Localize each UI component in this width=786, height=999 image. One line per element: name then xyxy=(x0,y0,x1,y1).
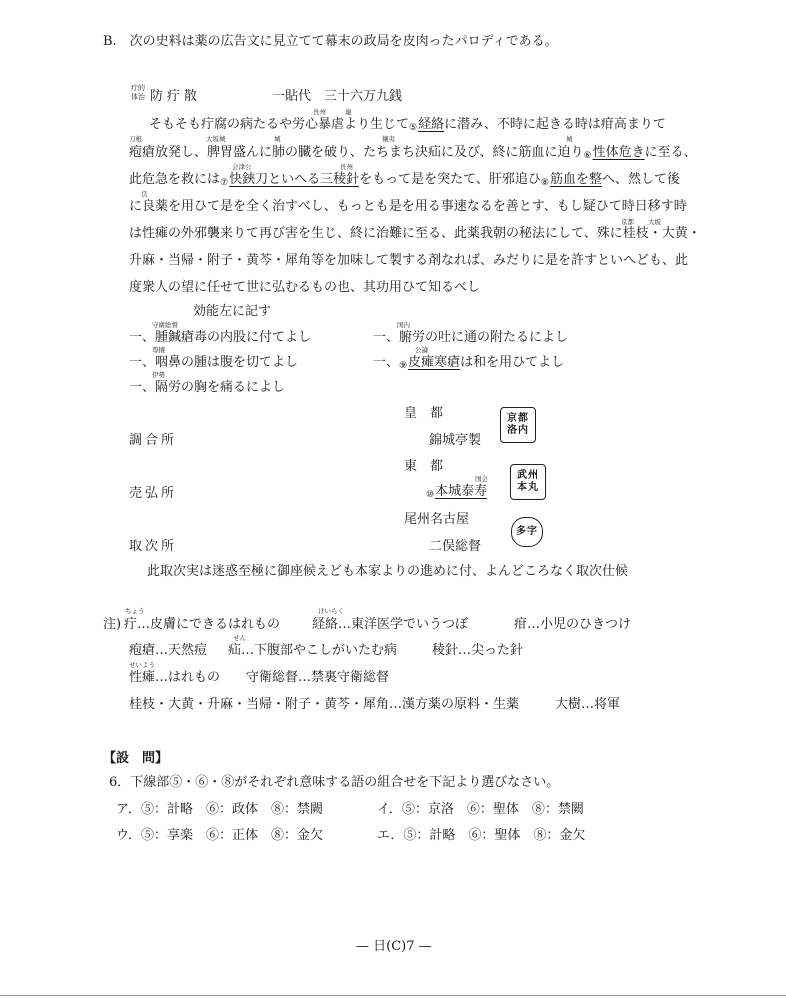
note-item: 疳…小児のひきつけ xyxy=(514,617,632,632)
note-item: 疔…皮膚にできるはれもの xyxy=(124,617,281,632)
ruby: 公論 xyxy=(415,346,428,354)
ruby: 伊勢 xyxy=(152,371,165,379)
note-item: 疱瘡…天然痘 xyxy=(129,643,208,658)
note-item: 守衛総督…禁裏守衛総督 xyxy=(246,670,390,685)
shop-maker-2: ⑩本城泰寿 xyxy=(426,484,488,500)
ruby: 長州 xyxy=(340,163,353,171)
ruby: ちょう xyxy=(125,607,145,615)
shop-maker-3: 二俣総督 xyxy=(429,539,482,554)
ruby: 尊攘 xyxy=(152,346,165,354)
ruby: 守衛総督 xyxy=(152,321,178,329)
section-header: B. 次の史料は薬の広告文に見立てて幕末の政局を皮肉ったパロディである。 xyxy=(103,34,558,49)
body-line-7: 度衆人の望に任せて世に弘むるもの也、其功用ひて知るべし xyxy=(129,280,481,295)
answer-option[interactable]: ア．⑤：計略 ⑥：政体 ⑧：禁闕 xyxy=(116,802,323,817)
body-line-2: 疱瘡放発し、脾胃盛んに肺の臓を破り、たちまち決疝に及び、終に筋血に迫り⑥性体危きに至る、 xyxy=(129,145,697,161)
seal-stamp-2: 武州 本丸 xyxy=(510,464,546,500)
ruby: 大坂城 xyxy=(206,135,226,143)
shop-city-2: 東 都 xyxy=(404,459,444,474)
note-item: 疝…下腹部やこしがいたむ病 xyxy=(228,643,398,658)
page-number: — 日(C)7 — xyxy=(356,939,432,954)
ruby: 良 xyxy=(141,190,148,198)
ruby: 連 xyxy=(345,108,352,116)
ruby: 京都 xyxy=(621,218,634,226)
ruby: 会津公 xyxy=(232,163,252,171)
seal-stamp-3: 多字 xyxy=(511,517,543,547)
effect-item: 一、隔労の胸を痛るによし xyxy=(129,380,286,395)
answer-option[interactable]: イ．⑤：京洛 ⑥：聖体 ⑧：禁闕 xyxy=(377,802,584,817)
medicine-price: 一貼代 三十六万九銭 xyxy=(272,89,403,104)
note-item: 大樹…将軍 xyxy=(555,697,621,712)
medicine-name: 防疔散 xyxy=(150,89,202,104)
shop-city-1: 皇 都 xyxy=(404,406,444,421)
note-item: 経絡…東洋医学でいうつぼ xyxy=(312,617,469,632)
title-small-bottom: 体治 xyxy=(131,93,145,101)
effect-item: 一、腑労の吐に通の附たるによし xyxy=(373,330,569,345)
shop-label-1: 調合所 xyxy=(129,433,178,448)
answer-option[interactable]: ウ．⑤：享楽 ⑥：正体 ⑧：金欠 xyxy=(116,828,323,843)
notes-label: 注) xyxy=(103,617,122,632)
ruby: 刀根 xyxy=(129,135,142,143)
ruby: せん xyxy=(233,634,246,642)
effect-item: 一、腫鍼瘡毒の内股に付てよし xyxy=(129,330,312,345)
shop-label-2: 売弘所 xyxy=(129,486,178,501)
body-line-5: は性瘫の外邪襲来りて再び害を生じ、終に治難に至る、此薬我朝の秘法にして、殊に桂枝・大黄・ xyxy=(129,226,701,241)
ruby: 攘夷 xyxy=(382,135,395,143)
effect-item: 一、咽鼻の腫は腹を切てよし xyxy=(129,355,299,370)
effects-heading: 効能左に記す xyxy=(193,304,272,319)
ruby: 大坂 xyxy=(648,218,661,226)
bottom-edge-line xyxy=(0,995,786,996)
ruby: 城 xyxy=(566,135,573,143)
ruby: せいよう xyxy=(129,661,155,669)
question-text: 6．下線部⑤・⑥・⑧がそれぞれ意味する語の組合せを下記より選びなさい。 xyxy=(109,775,560,790)
question-heading: 【設 問】 xyxy=(103,751,169,766)
seal-stamp-1: 京都 洛内 xyxy=(500,407,536,443)
note-item: 稜針…尖った針 xyxy=(432,643,524,658)
ruby: 国会 xyxy=(475,475,488,483)
shop-note: 此取次実は迷惑至極に御座候えども本家よりの進めに付、よんどころなく取次仕候 xyxy=(147,564,629,579)
shop-label-3: 取次所 xyxy=(129,539,178,554)
ruby: 城 xyxy=(274,135,281,143)
body-line-6: 升麻・当帰・附子・黄芩・犀角等を加味して製する剤なれば、みだりに是を許すといへども、此 xyxy=(129,253,689,268)
answer-option[interactable]: エ．⑤：計略 ⑥：聖体 ⑧：金欠 xyxy=(377,828,586,843)
effect-item: 一、⑨皮瘫寒瘡は和を用ひてよし xyxy=(373,355,565,371)
body-line-3: 此危急を救には⑦快鋏刀といへる三稜針をもって是を突たて、肝邪追ひ⑧筋血を整へ、然して後 xyxy=(129,172,680,188)
note-item: 桂枝・大黄・升麻・当帰・附子・黄芩・犀角…漢方薬の原料・生薬 xyxy=(129,697,520,712)
shop-city-3: 尾州名古屋 xyxy=(404,512,470,527)
ruby: 国内 xyxy=(397,321,410,329)
ruby: けいらく xyxy=(318,607,344,615)
ruby: 長州 xyxy=(313,108,326,116)
body-line-4: に良薬を用ひて是を全く治すべし、もっとも是を用る事速なるを善とす、もし疑ひて時日移す時 xyxy=(129,199,687,214)
title-small-top: 疔的 xyxy=(131,84,145,92)
body-line-1: そもそも疔腐の病たるや労心暴虐より生じて⑤経絡に潜み、不時に起きる時は疳高まりて xyxy=(149,117,666,133)
shop-maker-1: 錦城亭製 xyxy=(429,433,482,448)
note-item: 性瘫…はれもの xyxy=(129,670,221,685)
